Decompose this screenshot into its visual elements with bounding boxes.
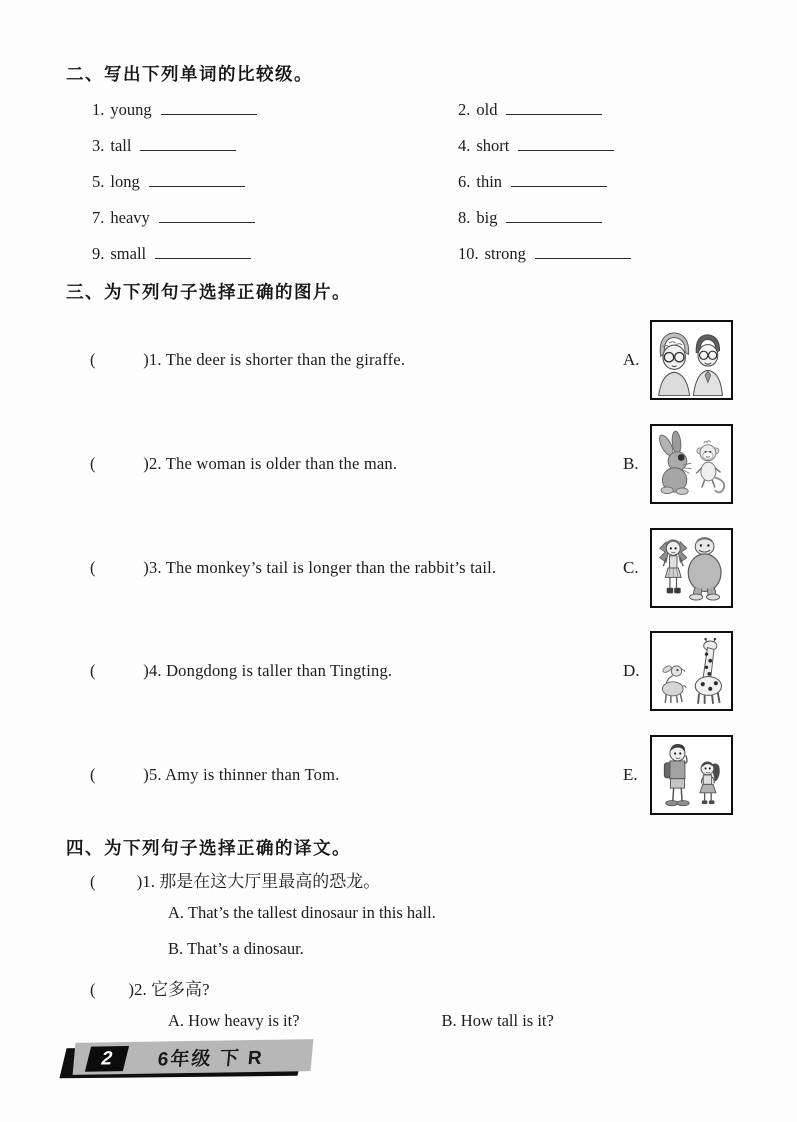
word-number: 2.	[458, 100, 471, 119]
picture-question-row	[90, 735, 733, 815]
answer-parentheses: ( )	[90, 765, 149, 784]
answer-blank-line	[140, 135, 236, 151]
question-sentence: 2. 它多高?	[134, 980, 210, 999]
section-three-title: 三、为下列句子选择正确的图片。	[66, 282, 351, 302]
picture-option-box	[650, 320, 733, 400]
word-number: 4.	[458, 136, 471, 155]
tall-boy-and-short-girl-illustration	[654, 739, 729, 811]
answer-parentheses: ( )	[90, 872, 143, 891]
section-two-title: 二、写出下列单词的比较级。	[66, 64, 313, 84]
word-item	[92, 99, 458, 135]
option-b: B. That’s a dinosaur.	[168, 939, 304, 958]
picture-option-label: A.	[623, 350, 640, 369]
word-item	[458, 171, 732, 207]
page-number-badge: 2	[85, 1046, 129, 1072]
word-item	[458, 207, 732, 243]
deer-and-giraffe-illustration	[654, 635, 729, 707]
word-item	[92, 243, 458, 279]
answer-parentheses: ( )	[90, 661, 149, 680]
picture-question-row	[90, 528, 733, 608]
picture-question-row	[90, 320, 733, 400]
translation-question	[90, 975, 210, 1000]
picture-option-label: B.	[623, 454, 639, 473]
word-number: 3.	[92, 136, 105, 155]
picture-option-label: D.	[623, 661, 640, 680]
thin-girl-and-fat-boy-illustration	[654, 532, 729, 604]
answer-blank-line	[535, 243, 631, 259]
question-sentence: 1. 那是在这大厅里最高的恐龙。	[142, 872, 381, 891]
answer-blank-line	[506, 207, 602, 223]
picture-question-row	[90, 424, 733, 504]
word-number: 5.	[92, 172, 105, 191]
word-item	[92, 135, 458, 171]
answer-blank-line	[159, 207, 255, 223]
picture-option-box	[650, 528, 733, 608]
answer-blank-line	[511, 171, 607, 187]
answer-blank-line	[518, 135, 614, 151]
word-label: strong	[484, 244, 526, 263]
answer-parentheses: ( )	[90, 454, 149, 473]
word-item	[458, 99, 732, 135]
option-b: B. How tall is it?	[441, 1011, 554, 1030]
edition-label: 6年级 下 R	[156, 1047, 265, 1071]
comparative-word-grid	[92, 99, 732, 279]
page-footer	[62, 1038, 322, 1088]
word-item	[458, 135, 732, 171]
answer-blank-line	[149, 171, 245, 187]
picture-option-box	[650, 735, 733, 815]
question-sentence: ( )2. The woman is older than the man.	[90, 454, 398, 473]
word-number: 1.	[92, 100, 105, 119]
picture-option-box	[650, 631, 733, 711]
word-number: 6.	[458, 172, 471, 191]
word-label: young	[110, 100, 152, 119]
answer-parentheses: ( )	[90, 558, 149, 577]
option-a: A. How heavy is it?	[168, 1011, 300, 1030]
word-number: 9.	[92, 244, 105, 263]
word-label: long	[110, 172, 140, 191]
word-item	[92, 207, 458, 243]
answer-parentheses: ( )	[90, 350, 149, 369]
footer-banner	[73, 1039, 314, 1075]
word-label: short	[476, 136, 510, 155]
word-number: 7.	[92, 208, 105, 227]
word-number: 8.	[458, 208, 471, 227]
answer-blank-line	[161, 99, 257, 115]
options-row	[168, 1011, 728, 1031]
answer-blank-line	[506, 99, 602, 115]
old-woman-and-young-man-illustration	[654, 324, 729, 396]
word-label: small	[110, 244, 147, 263]
picture-option-label: E.	[623, 765, 638, 784]
section-four-title: 四、为下列句子选择正确的译文。	[66, 838, 351, 858]
question-sentence: ( )3. The monkey’s tail is longer than the rabbit’s tail.	[90, 558, 497, 577]
word-item	[458, 243, 732, 279]
word-label: thin	[476, 172, 503, 191]
word-label: old	[476, 100, 498, 119]
answer-parentheses: ( )	[90, 980, 134, 999]
word-label: heavy	[110, 208, 150, 227]
rabbit-and-monkey-illustration	[654, 428, 729, 500]
translation-question	[90, 867, 380, 892]
word-number: 10.	[458, 244, 479, 263]
picture-option-label: C.	[623, 558, 639, 577]
word-label: tall	[110, 136, 132, 155]
option-a: A. That’s the tallest dinosaur in this hall.	[168, 903, 436, 922]
answer-blank-line	[155, 243, 251, 259]
question-sentence: ( )5. Amy is thinner than Tom.	[90, 765, 340, 784]
word-label: big	[476, 208, 498, 227]
picture-question-row	[90, 631, 733, 711]
word-item	[92, 171, 458, 207]
picture-option-box	[650, 424, 733, 504]
question-sentence: ( )4. Dongdong is taller than Tingting.	[90, 661, 393, 680]
question-sentence: ( )1. The deer is shorter than the giraffe.	[90, 350, 406, 369]
